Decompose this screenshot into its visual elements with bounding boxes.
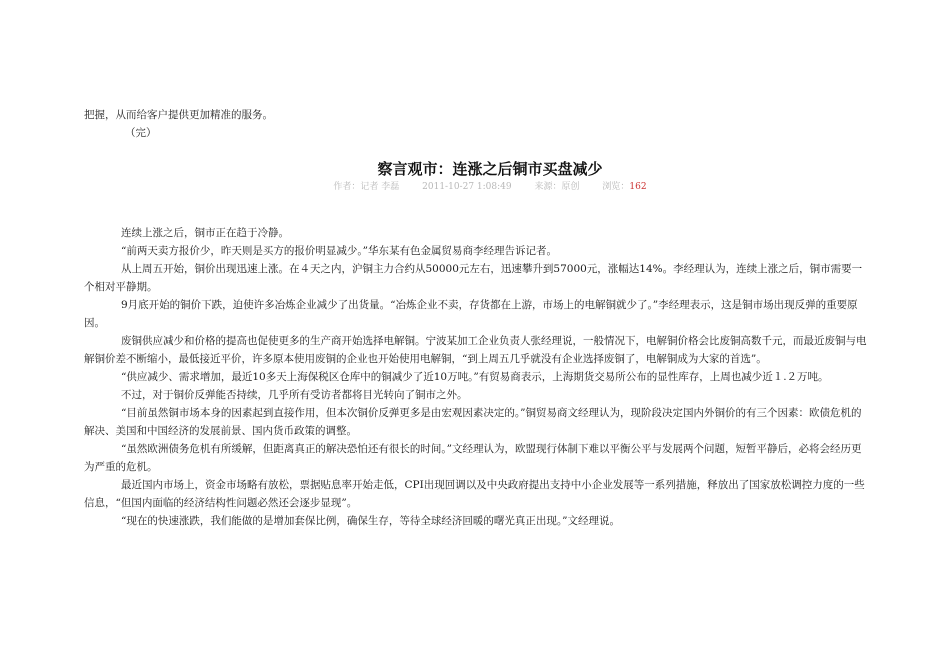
article-paragraph: “目前虽然铜市场本身的因素起到直接作用，但本次铜价反弹更多是由宏观因素决定的。”铜贸易商文经理认为，现阶段决定国内外铜价的有三个因素：欧债危机的解决、美国和中国经济的发展前景、国内货币政策的调整。 — [84, 407, 862, 437]
article-author: 作者：记者 李磊 — [333, 182, 400, 192]
article-paragraph: 9月底开始的铜价下跌，迫使许多冶炼企业减少了出货量。“冶炼企业不卖，存货都在上游，市场上的电解铜就少了。”李经理表示，这是铜市场出现反弹的重要原因。 — [84, 299, 858, 329]
article-paragraph: “虽然欧洲债务危机有所缓解，但距离真正的解决恐怕还有很长的时间。”文经理认为，欧盟现行体制下难以平衡公平与发展两个问题，短暂平静后，必将会经历更为严重的危机。 — [84, 443, 862, 473]
article-paragraph: 从上周五开始，铜价出现迅速上涨。在４天之内，沪铜主力合约从50000元左右，迅速攀升到57000元，涨幅达14%。李经理认为，连续上涨之后，铜市需要一个相对平静期。 — [84, 263, 863, 293]
article-paragraph: “现在的快速涨跌，我们能做的是增加套保比例，确保生存，等待全球经济回暖的曙光真正出现。”文经理说。 — [121, 515, 620, 527]
article-paragraph: 不过，对于铜价反弹能否持续，几乎所有受访者都将目光转向了铜市之外。 — [121, 389, 468, 401]
article-paragraph: 最近国内市场上，资金市场略有放松，票据贴息率开始走低，CPI出现回调以及中央政府提出支持中小企业发展等一系列措施，释放出了国家放松调控力度的一些信息，“但国内面临的经济结构性问题必然还会逐步显现”。 — [84, 479, 865, 509]
article-paragraph: “前两天卖方报价少，昨天则是买方的报价明显减少。”华东某有色金属贸易商李经理告诉记者。 — [121, 245, 557, 257]
previous-article-tail: 把握，从而给客户提供更加精准的服务。 — [84, 109, 273, 121]
article-views — [602, 182, 646, 192]
previous-article-end-mark: （完） — [125, 127, 157, 139]
article-paragraph: 连续上涨之后，铜市正在趋于冷静。 — [121, 227, 289, 239]
article-source: 来源：原创 — [534, 182, 580, 192]
article-views-label: 浏览： — [602, 182, 630, 192]
article-title: 察言观市：连涨之后铜市买盘减少 — [377, 160, 603, 178]
article-body — [84, 224, 868, 530]
article-meta — [84, 180, 868, 194]
document-page — [84, 106, 868, 530]
article-paragraph: 废铜供应减少和价格的提高也促使更多的生产商开始选择电解铜。宁波某加工企业负责人张经理说，一般情况下，电解铜价格会比废铜高数千元，而最近废铜与电解铜价差不断缩小，最低接近平价，许多原本使用废铜的企业也开始使用电解铜，“到上周五几乎就没有企业选择废铜了，电解铜成为大家的首选”。 — [84, 335, 867, 365]
article-views-count: 162 — [629, 182, 647, 192]
article-date: 2011-10-27 1:08:49 — [422, 182, 512, 192]
article-paragraph: “供应减少、需求增加，最近10多天上海保税区仓库中的铜减少了近10万吨。”有贸易商表示，上海期货交易所公布的显性库存，上周也减少近１.２万吨。 — [121, 371, 829, 383]
